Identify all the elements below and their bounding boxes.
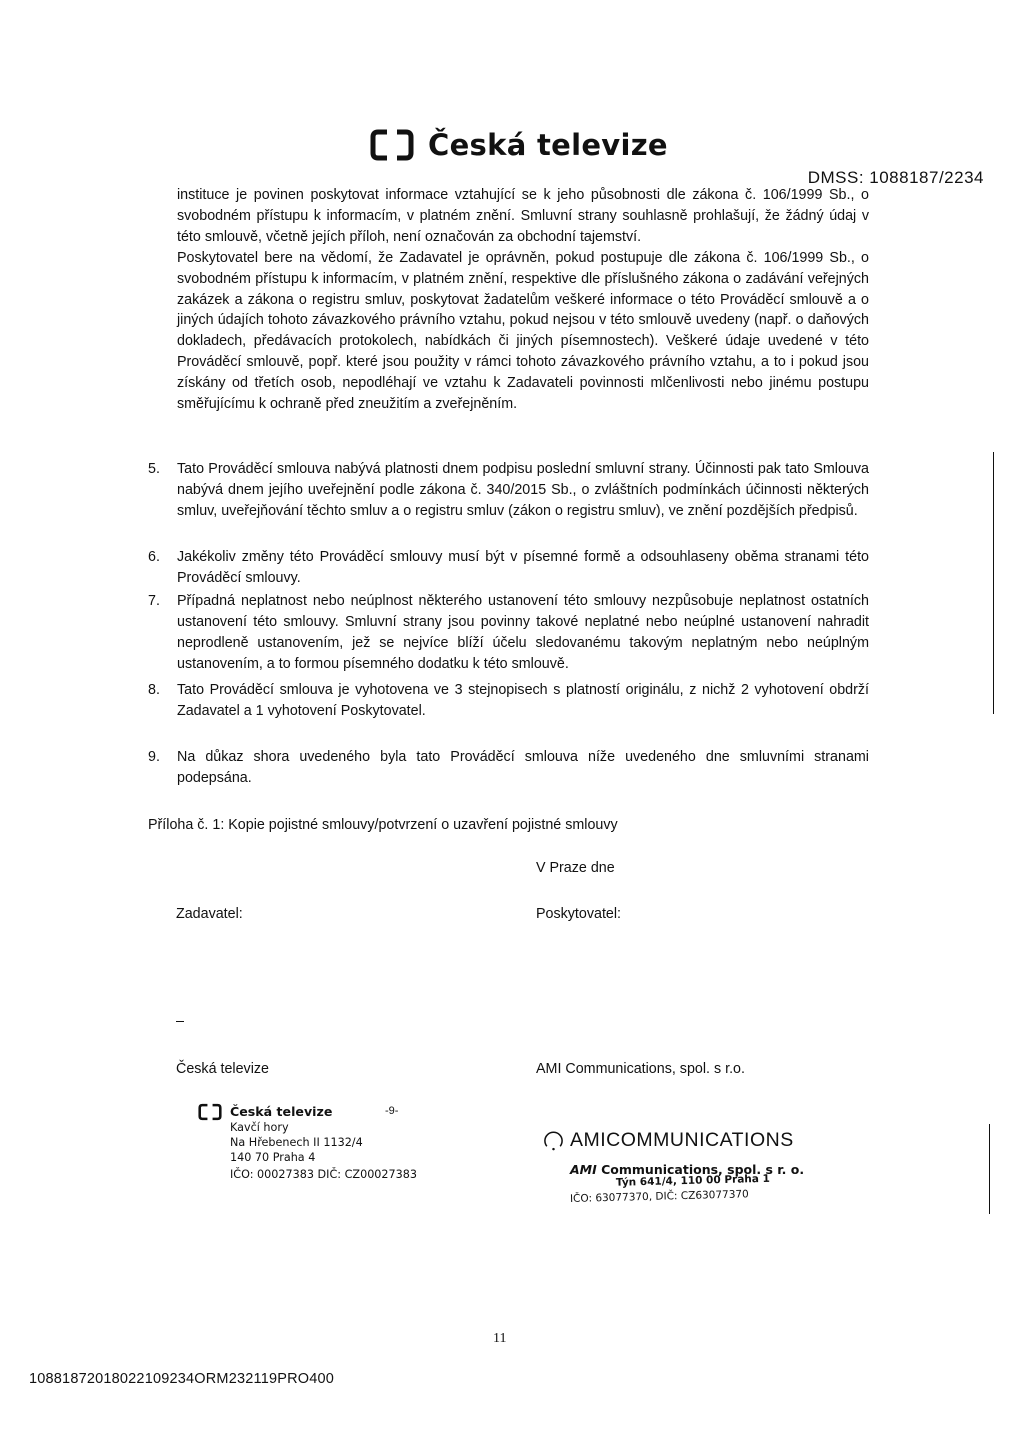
item-number: 5. [148,461,160,477]
list-item [148,459,869,522]
scan-edge-line [993,452,994,714]
page-number: 11 [493,1331,507,1346]
ami-stamp [570,1162,804,1207]
ami-brand-ami: AMI [570,1129,607,1151]
stamp-line: Kavčí hory [230,1121,289,1134]
ami-circle-icon [543,1130,564,1151]
document-code: 10881872018022109234ORM232119PRO400 [29,1371,335,1387]
stamp-name: Česká televize [230,1103,333,1119]
signature-mark: -9- [385,1105,399,1117]
ami-stamp-line: IČO: 63077370, DIČ: CZ63077370 [569,1188,749,1205]
item-number: 7. [148,593,160,609]
ami-stamp-company: Communications, spol. s r. o. [601,1162,805,1177]
item-text: Tato Prováděcí smlouva nabývá platnosti dnem podpisu poslední smluvní strany. Účinnosti pak tato Smlouva nabývá dnem jejího uveřejnění podle zákona č. 340/2015 Sb., o zvláštních podmínkách účinnosti některých smluv, uveřejňování těchto smluv a o registru smluv (zákon o registru smluv), ve znění pozdějších předpisů. [177,461,869,519]
item-number: 6. [148,549,160,565]
list-item [148,680,869,722]
ceska-televize-logo [370,128,668,162]
item-number: 9. [148,749,160,765]
item-text: Jakékoliv změny této Prováděcí smlouvy musí být v písemné formě a odsouhlaseny oběma stranami této Prováděcí smlouvy. [177,549,869,586]
ami-brand-rest: COMMUNICATIONS [606,1129,794,1151]
stamp-line: IČO: 00027383 DIČ: CZ00027383 [230,1168,418,1182]
left-party-label: Zadavatel: [176,906,243,922]
list-item [148,747,869,789]
place-date: V Praze dne [536,860,615,876]
signature-dash [176,1021,184,1022]
stamp-line: 140 70 Praha 4 [230,1150,316,1164]
ami-stamp-ami: AMI [570,1162,597,1177]
ct-stamp-logo-icon [198,1103,222,1121]
item-number: 8. [148,682,160,698]
scan-edge-line [989,1124,990,1214]
item-text: Na důkaz shora uvedeného byla tato Prováděcí smlouva níže uvedeného dne smluvními stranami podepsána. [177,749,869,786]
logo-text: Česká televize [428,128,668,162]
list-item [148,547,869,589]
ami-brand [570,1129,794,1152]
dmss-number: DMSS: 1088187/2234 [807,168,984,187]
left-party-name: Česká televize [176,1061,269,1077]
ami-stamp-line: Týn 641/4, 110 00 Praha 1 [615,1172,770,1189]
continued-paragraph [177,185,869,415]
item-text: Případná neplatnost nebo neúplnost některého ustanovení této smlouvy nezpůsobuje neplatnost ostatních ustanovení této smlouvy. Smluvní strany jsou povinny takové neplatné nebo neúplné ustanovení nahradit neprodleně ustanovením, jež se nejvíce blíží účelu sledovanému takovým neplatným nebo neúplným ustanovením, a to formou písemného dodatku k této smlouvě. [177,593,869,672]
ct-logo-icon [370,129,414,161]
paragraph-part-2: Poskytovatel bere na vědomí, že Zadavatel je oprávněn, pokud postupuje dle zákona č. 106/1999 Sb., o svobodném přístupu k informacím, v platném znění, respektive dle příslušného zákona o zadávání veřejných zakázek a zákona o registru smluv, poskytovat žadatelům veškeré informace o této Prováděcí smlouvě a o jiných údajích tohoto závazkového právního vztahu, pokud nejsou v této smlouvě uvedeny (např. o daňových dokladech, předávacích protokolech, nabídkách či jiných písemnostech). Veškeré údaje uvedené v této Prováděcí smlouvě, popř. které jsou použity v rámci tohoto závazkového právního vztahu, a to i pokud jsou získány od třetích osob, nepodléhají ve vztahu k Zadavateli povinnosti mlčenlivosti nebo jinému postupu směřujícímu k ochraně před zneužitím a zveřejněním. [177,249,869,413]
ami-logo [543,1129,794,1152]
stamp-line: Na Hřebenech II 1132/4 [230,1135,363,1149]
item-text: Tato Prováděcí smlouva je vyhotovena ve 3 stejnopisech s platností originálu, z nichž 2 vyhotovení obdrží Zadavatel a 1 vyhotovení Poskytovatel. [177,682,869,719]
paragraph-part-1: instituce je povinen poskytovat informace vztahující se k jeho působnosti dle zákona č. 106/1999 Sb., o svobodném přístupu k informacím, v platném znění. Smluvní strany souhlasně prohlašují, že žádný údaj v této smlouvě, včetně jejích příloh, není označován za obchodní tajemství. [177,187,869,245]
annex-line: Příloha č. 1: Kopie pojistné smlouvy/potvrzení o uzavření pojistné smlouvy [148,817,618,833]
list-item [148,591,869,675]
right-party-label: Poskytovatel: [536,906,622,922]
right-party-name: AMI Communications, spol. s r.o. [536,1061,745,1077]
